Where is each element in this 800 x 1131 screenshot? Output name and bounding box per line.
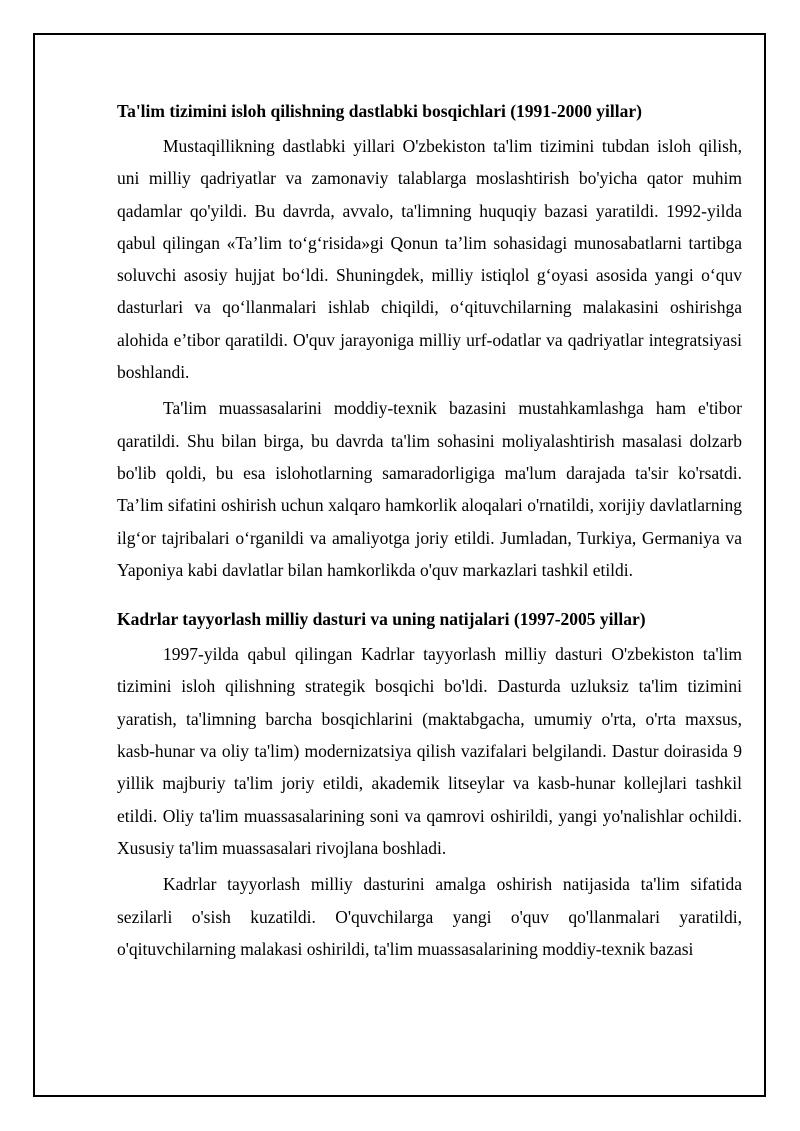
paragraph: Mustaqillikning dastlabki yillari O'zbekiston ta'lim tizimini tubdan isloh qilish, uni milliy qadriyatlar va zamonaviy talablarga moslashtirish bo'yicha qator muhim qadamlar qo'yildi. Bu davrda, avvalo, ta'limning huquqiy bazasi yaratildi. 1992-yilda qabul qilingan «Ta’lim to‘g‘risida»gi Qonun ta’lim sohasidagi munosabatlarni tartibga soluvchi asosiy hujjat bo‘ldi. Shuningdek, milliy istiqlol g‘oyasi asosida yangi o‘quv dasturlari va qo‘llanmalari ishlab chiqildi, o‘qituvchilarning malakasini oshirishga alohida e’tibor qaratildi. O'quv jarayoniga milliy urf-odatlar va qadriyatlar integratsiyasi boshlandi. (117, 136, 742, 383)
paragraph: Ta'lim muassasalarini moddiy-texnik bazasini mustahkamlashga ham e'tibor qaratildi. Shu bilan birga, bu davrda ta'lim sohasini moliyalashtirish masalasi dolzarb bo'lib qoldi, bu esa islohotlarning samaradorligiga ma'lum darajada ta'sir ko'rsatdi. Ta’lim sifatini oshirish uchun xalqaro hamkorlik aloqalari o'rnatildi, xorijiy davlatlarning ilg‘or tajribalari o‘rganildi va amaliyotga joriy etildi. Jumladan, Turkiya, Germaniya va Yaponiya kabi davlatlar bilan hamkorlikda o'quv markazlari tashkil etildi. (117, 398, 742, 580)
paragraph: 1997-yilda qabul qilingan Kadrlar tayyorlash milliy dasturi O'zbekiston ta'lim tizimini isloh qilishning strategik bosqichi bo'ldi. Dasturda uzluksiz ta'lim tizimini yaratish, ta'limning barcha bosqichlarini (maktabgacha, umumiy o'rta, o'rta maxsus, kasb-hunar va oliy ta'lim) modernizatsiya qilish vazifalari belgilandi. Dastur doirasida 9 yillik majburiy ta'lim joriy etildi, akademik litseylar va kasb-hunar kollejlari tashkil etildi. Oliy ta'lim muassasalarining soni va qamrovi oshirildi, yangi yo'nalishlar ochildi. Xususiy ta'lim muassasalari rivojlana boshladi. (117, 644, 742, 858)
section-heading: Ta'lim tizimini isloh qilishning dastlabki bosqichlari (1991-2000 yillar) (117, 101, 642, 121)
paragraph: Kadrlar tayyorlash milliy dasturini amalga oshirish natijasida ta'lim sifatida sezilarli o'sish kuzatildi. O'quvchilarga yangi o'quv qo'llanmalari yaratildi, o'qituvchilarning malakasi oshirildi, ta'lim muassasalarining moddiy-texnik bazasi (117, 874, 742, 959)
section-heading: Kadrlar tayyorlash milliy dasturi va uning natijalari (1997-2005 yillar) (117, 609, 646, 630)
section-spacer (117, 590, 742, 604)
section-early-reforms (117, 96, 742, 586)
section-national-program (117, 604, 742, 965)
document-body (117, 96, 742, 969)
